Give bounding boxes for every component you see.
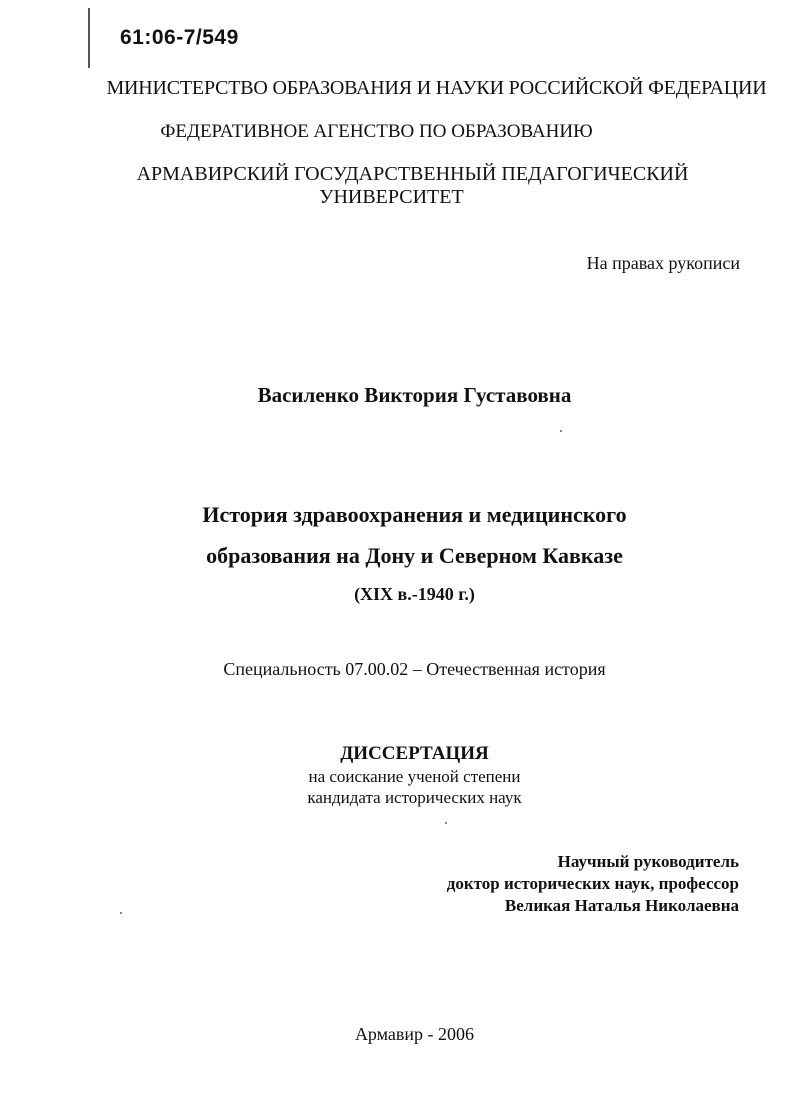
degree-purpose-line-2: кандидата исторических наук — [307, 788, 522, 807]
supervisor-name: Великая Наталья Николаевна — [504, 896, 739, 915]
degree-purpose-line-1: на соискание ученой степени — [308, 767, 521, 786]
university-heading-line-2: УНИВЕРСИТЕТ — [319, 186, 464, 208]
scan-speck — [560, 430, 562, 432]
scan-margin-line — [88, 8, 90, 68]
scan-speck — [445, 822, 447, 824]
rights-note: На правах рукописи — [586, 253, 740, 273]
supervisor-degree: доктор исторических наук, профессор — [446, 874, 739, 893]
place-and-year: Армавир - 2006 — [354, 1024, 475, 1044]
scan-speck — [120, 912, 122, 914]
author-name: Василенко Виктория Густавовна — [257, 383, 572, 407]
specialty-line: Специальность 07.00.02 – Отечественная история — [223, 659, 606, 679]
dissertation-heading: ДИССЕРТАЦИЯ — [340, 743, 489, 764]
dissertation-title-line-2: образования на Дону и Северном Кавказе — [206, 543, 623, 568]
supervisor-role: Научный руководитель — [557, 852, 739, 871]
archive-code: 61:06-7/549 — [120, 26, 239, 49]
agency-heading: ФЕДЕРАТИВНОЕ АГЕНСТВО ПО ОБРАЗОВАНИЮ — [160, 121, 593, 142]
ministry-heading: МИНИСТЕРСТВО ОБРАЗОВАНИЯ И НАУКИ РОССИЙСКОЙ ФЕДЕРАЦИИ — [106, 77, 767, 99]
dissertation-period: (XIX в.-1940 г.) — [354, 584, 475, 604]
dissertation-title-line-1: История здравоохранения и медицинского — [202, 502, 627, 527]
university-heading-line-1: АРМАВИРСКИЙ ГОСУДАРСТВЕННЫЙ ПЕДАГОГИЧЕСКИЙ — [136, 163, 689, 185]
